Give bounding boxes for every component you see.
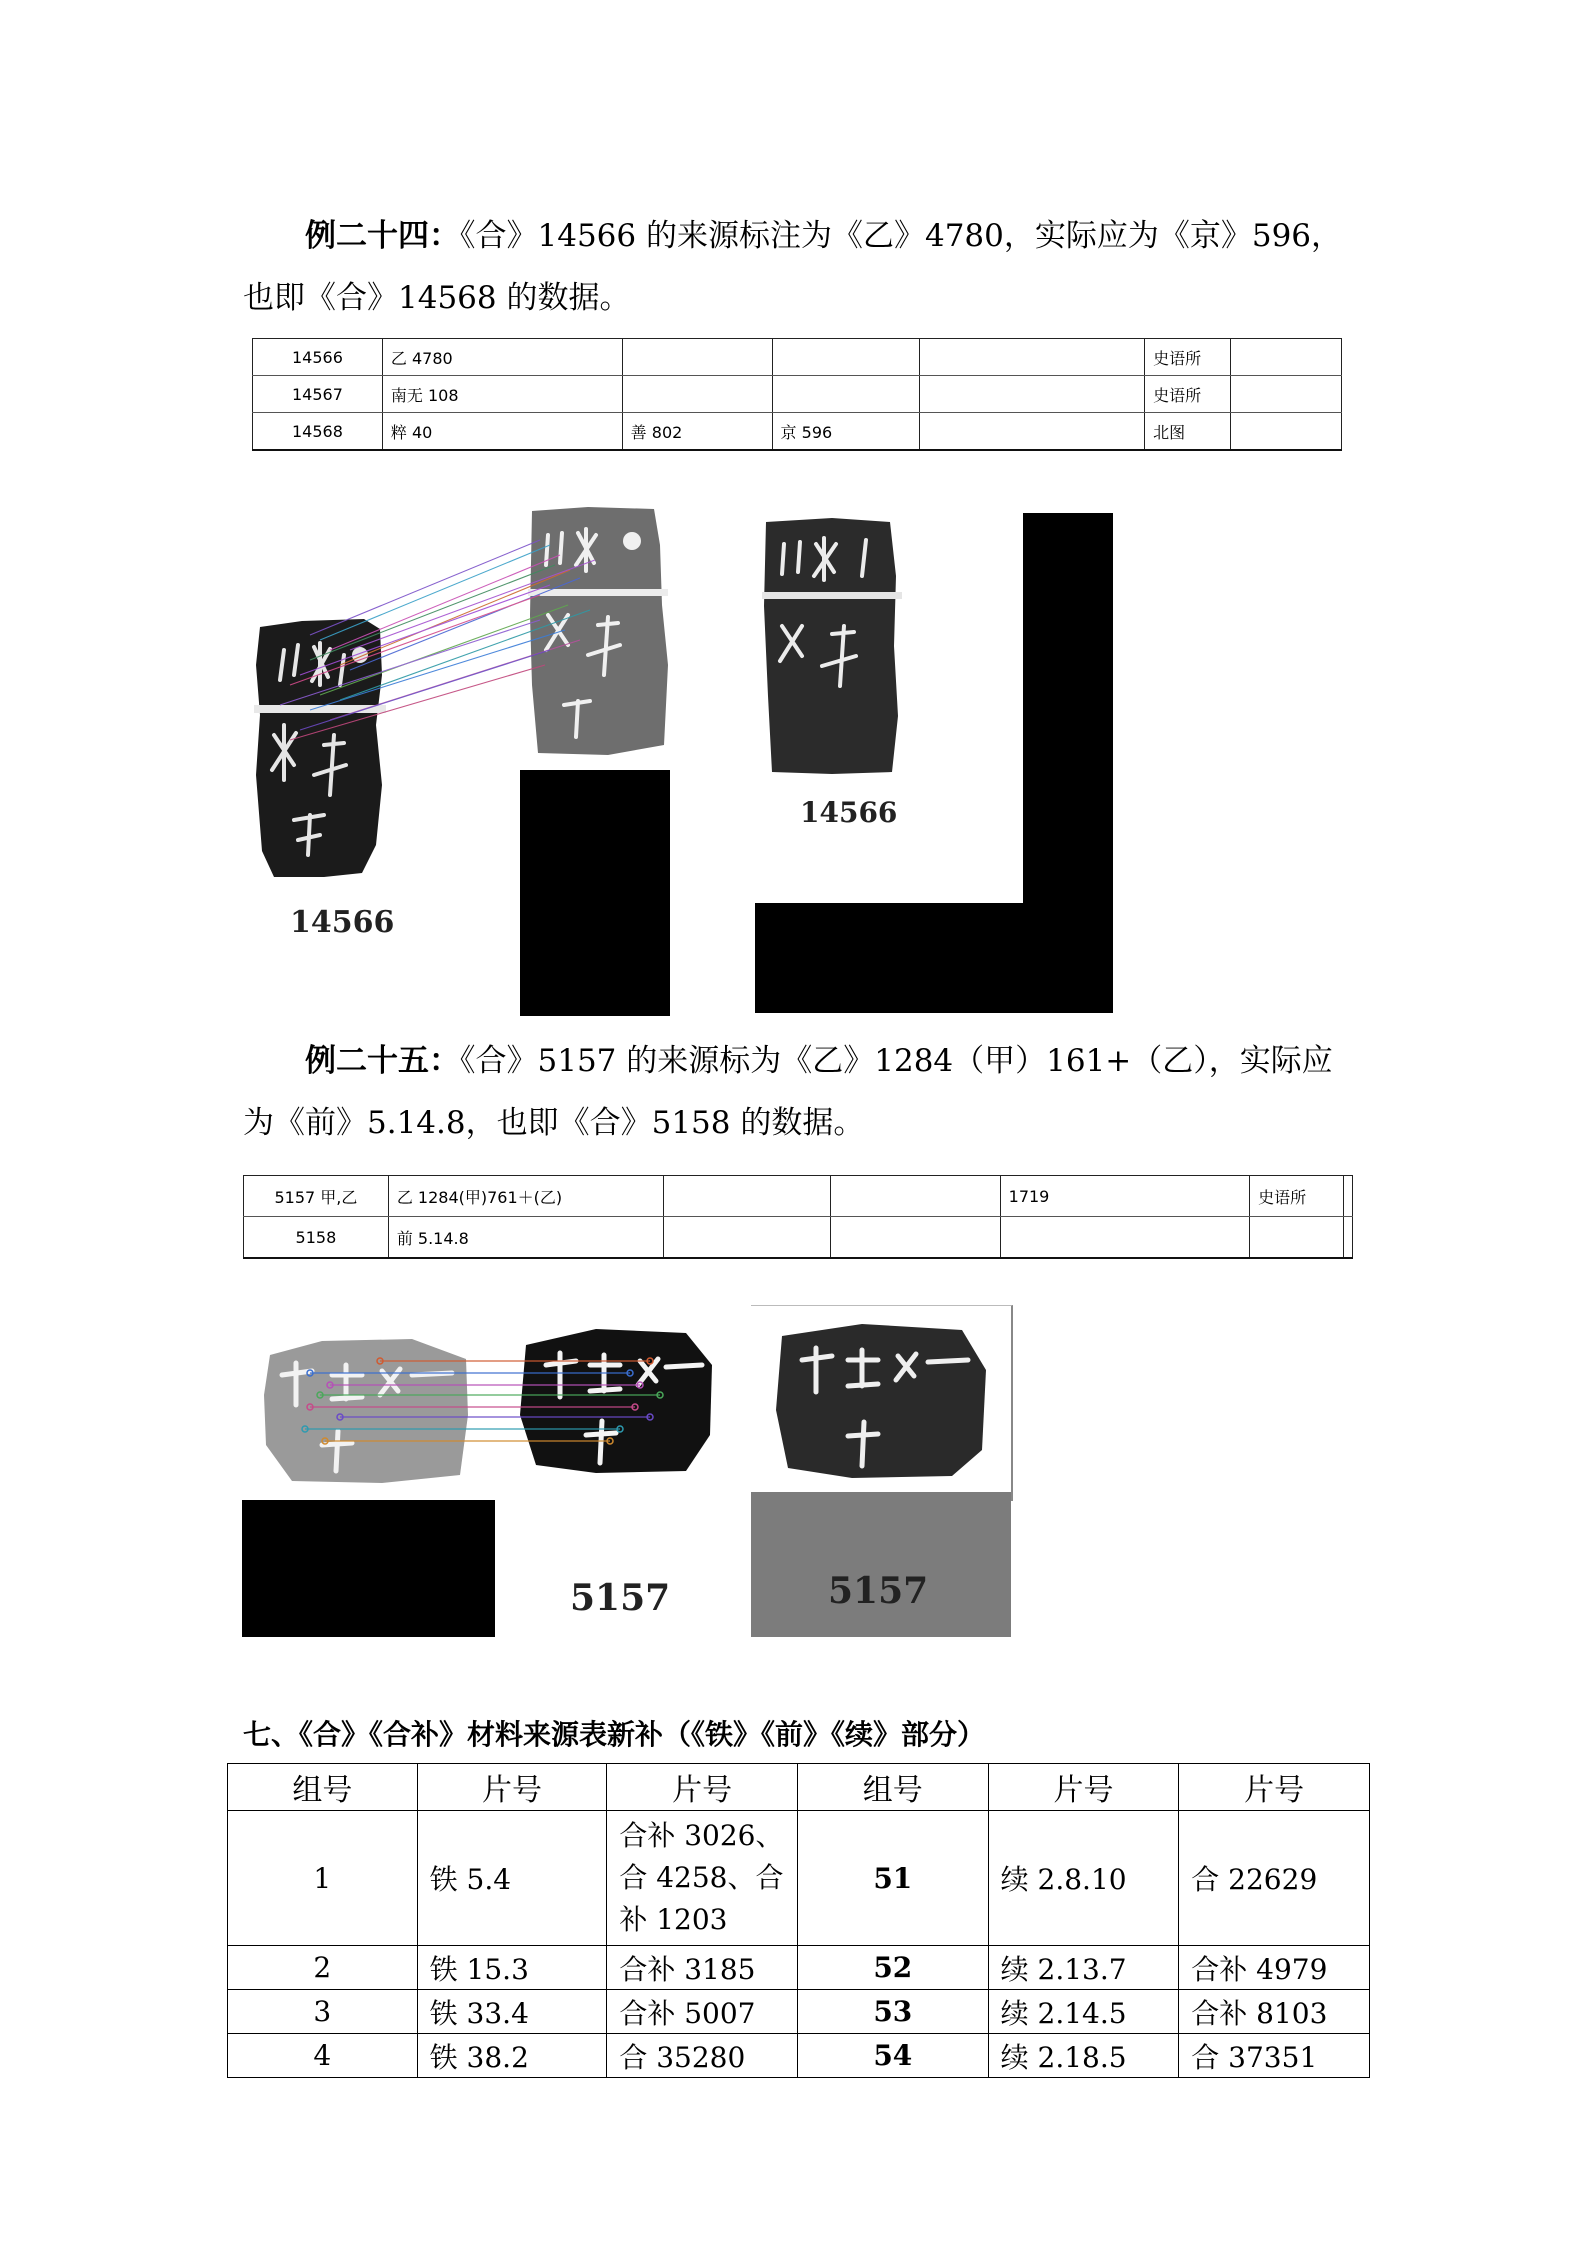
figure-label-5157-mid: 5157 [570, 1577, 671, 1619]
figure-label-14566-right: 14566 [800, 796, 898, 829]
section-7-title: 七、《合》《合补》材料来源表新补（《铁》《前》《续》部分） [243, 1718, 986, 1751]
table-row: 14568 粹 40 善 802 京 596 北图 [253, 413, 1342, 451]
figure-label-14566-left: 14566 [290, 905, 395, 940]
table-row: 3 铁 33.4 合补 5007 53 续 2.14.5 合补 8103 [228, 1990, 1370, 2034]
example25-label: 例二十五： [305, 1043, 460, 1079]
table-row: 2 铁 15.3 合补 3185 52 续 2.13.7 合补 4979 [228, 1946, 1370, 1990]
example24-line2: 也即《合》14568 的数据。 [243, 280, 631, 316]
example24-label: 例二十四： [305, 218, 460, 254]
figure-label-5157-right: 5157 [828, 1570, 929, 1612]
section-7-table [227, 1763, 1370, 2078]
example24-paragraph [243, 205, 1363, 329]
example24-line1: 例二十四：《合》14566 的来源标注为《乙》4780，实际应为《京》596， [305, 218, 1343, 254]
feature-match-lines [300, 1355, 670, 1445]
redaction-block [755, 903, 1113, 1013]
table-row: 5157 甲,乙 乙 1284(甲)761＋(乙) 1719 史语所 [244, 1176, 1353, 1217]
table-header-row [228, 1764, 1370, 1811]
example25-line2: 为《前》5.14.8，也即《合》5158 的数据。 [243, 1105, 865, 1141]
redaction-block [520, 770, 670, 1016]
table-row: 4 铁 38.2 合 35280 54 续 2.18.5 合 37351 [228, 2034, 1370, 2078]
column-header: 组号 [228, 1764, 418, 1811]
example25-source-table [243, 1175, 1353, 1259]
example25-paragraph [243, 1030, 1363, 1154]
example24-source-table [252, 338, 1342, 451]
table-row: 1 铁 5.4 合补 3026、 合 4258、合 补 1203 51 续 2.8.10 合 22629 [228, 1811, 1370, 1946]
multi-line-cell: 合补 3026、 合 4258、合 补 1203 [607, 1811, 798, 1946]
column-header: 片号 [417, 1764, 607, 1811]
column-header: 组号 [797, 1764, 988, 1811]
column-header: 片号 [988, 1764, 1179, 1811]
grey-panel [751, 1492, 1011, 1637]
column-header: 片号 [607, 1764, 798, 1811]
feature-match-lines [250, 500, 680, 750]
rubbing-5157-right [772, 1320, 992, 1480]
table-row: 14566 乙 4780 史语所 [253, 339, 1342, 376]
rubbing-14566-right [762, 516, 902, 776]
redaction-block [242, 1500, 495, 1637]
column-header: 片号 [1179, 1764, 1370, 1811]
table-row: 14567 南无 108 史语所 [253, 376, 1342, 413]
table-row: 5158 前 5.14.8 [244, 1217, 1353, 1259]
example25-line1: 例二十五：《合》5157 的来源标为《乙》1284（甲）161+（乙），实际应 [305, 1043, 1333, 1079]
